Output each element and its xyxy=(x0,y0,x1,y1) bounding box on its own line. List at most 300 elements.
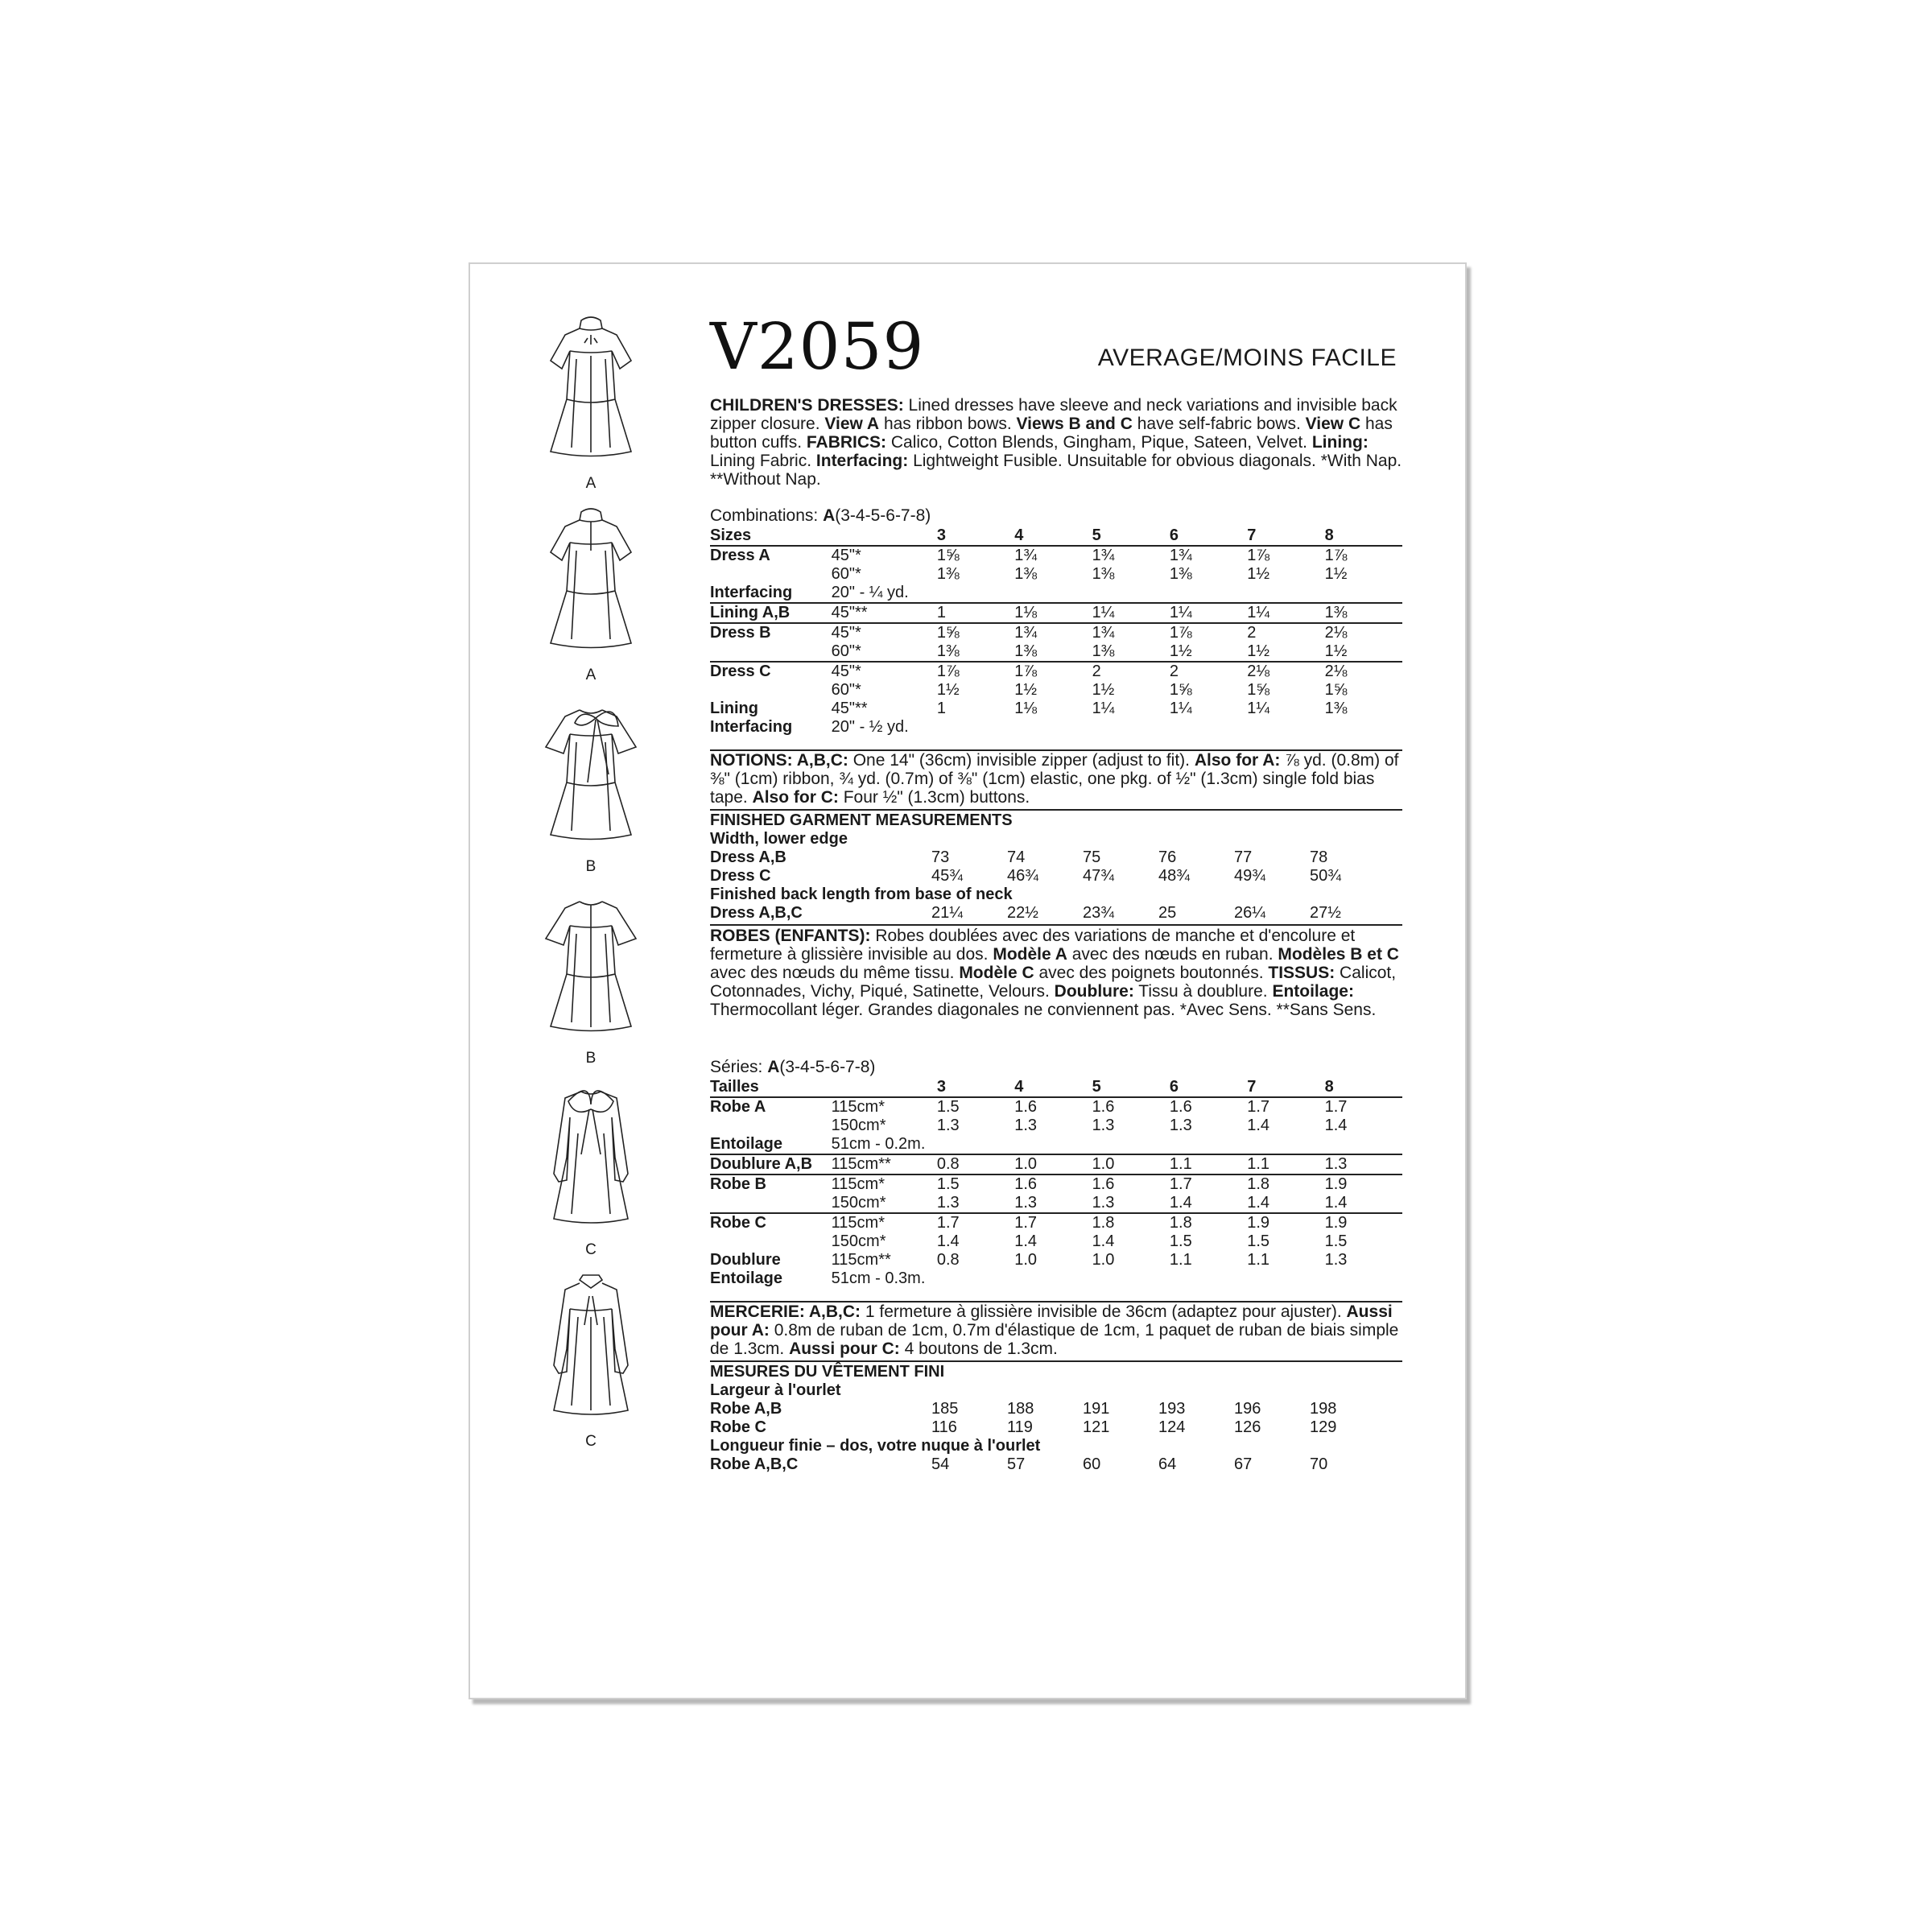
yardage-value: 1.4 xyxy=(1247,1117,1270,1134)
divider xyxy=(710,809,1402,811)
desc-bold: Entoilage: xyxy=(1272,982,1354,1001)
yardage-value: 1.5 xyxy=(1169,1232,1192,1250)
yardage-value: 1⅜ xyxy=(1325,603,1402,623)
yardage-value: 2⅛ xyxy=(1325,662,1402,681)
measurement-value: 78 xyxy=(1310,848,1328,866)
yardage-value: 1.6 xyxy=(1092,1174,1170,1194)
yardage-value: 1.3 xyxy=(1092,1194,1115,1212)
row-width: 150cm* xyxy=(831,1117,886,1134)
notions-text: ⅞ yd. (0.8m) of ⅜" (1cm) ribbon, ¾ yd. (0.7m) of ⅜" (1cm) elastic, one pkg. of ½" (1.3cm) single fold bias tape. xyxy=(710,751,1399,807)
yardage-value: 1⅝ xyxy=(1324,681,1348,699)
measurement-row xyxy=(710,904,1402,923)
yardage-value: 1.1 xyxy=(1169,1251,1192,1269)
size-header: 3 xyxy=(937,526,1014,546)
view-thumbnails xyxy=(470,264,712,1698)
caption-view: A xyxy=(767,1058,780,1076)
row-garment xyxy=(710,1117,832,1135)
yardage-row xyxy=(710,1117,1402,1135)
yardage-value: 1⅜ xyxy=(1014,642,1038,660)
yardage-value: 1¼ xyxy=(1092,700,1115,717)
desc-bold: Interfacing: xyxy=(815,452,909,470)
desc-text: avec des nœuds du même tissu. xyxy=(710,964,960,982)
yardage-value: 1.9 xyxy=(1325,1213,1402,1232)
measurement-value: 23¾ xyxy=(1083,904,1114,922)
french-description xyxy=(710,927,1402,1019)
yardage-value: 1.7 xyxy=(1247,1098,1270,1116)
dress-view-b-back-sketch xyxy=(518,886,663,1038)
yardage-value: 1⅜ xyxy=(1092,565,1115,583)
english-yardage-table xyxy=(710,526,1402,737)
row-width: 150cm* xyxy=(831,1194,886,1212)
english-description xyxy=(710,396,1402,489)
yardage-value: 1.7 xyxy=(937,1213,1014,1232)
yardage-value: 1.3 xyxy=(1014,1194,1038,1212)
measurement-label: Robe C xyxy=(710,1418,766,1436)
yardage-value: 0.8 xyxy=(936,1251,960,1269)
desc-text: have self-fabric bows. xyxy=(1132,415,1306,433)
yardage-value: 1⅛ xyxy=(1014,603,1092,623)
measurement-value: 121 xyxy=(1083,1418,1110,1436)
yardage-value: 1⅛ xyxy=(1014,700,1038,717)
measurement-value: 119 xyxy=(1007,1418,1033,1436)
size-header: 3 xyxy=(937,1078,1014,1097)
measurement-row xyxy=(710,867,1402,886)
size-header: 7 xyxy=(1247,1078,1324,1097)
measurement-value: 126 xyxy=(1234,1418,1261,1436)
yardage-value: 2⅛ xyxy=(1247,662,1324,681)
english-finished-measurements xyxy=(710,811,1402,923)
row-width: 45"** xyxy=(831,700,868,717)
row-garment: Lining xyxy=(710,700,758,717)
yardage-value: 1.4 xyxy=(1014,1232,1038,1250)
measurement-value: 25 xyxy=(1158,904,1177,922)
row-garment: Dress C xyxy=(710,662,832,681)
yardage-value: 1½ xyxy=(1324,642,1348,660)
notions-bold: Also for A: xyxy=(1194,751,1281,770)
yardage-value: 1½ xyxy=(1014,681,1038,699)
yardage-value: 1.1 xyxy=(1170,1154,1247,1174)
measurement-value: 50¾ xyxy=(1310,867,1341,885)
measurement-value: 191 xyxy=(1083,1400,1110,1418)
yardage-value: 1½ xyxy=(936,681,960,699)
measurement-label: Dress A,B xyxy=(710,848,786,866)
english-notions xyxy=(710,751,1402,807)
yardage-value: 1.9 xyxy=(1325,1174,1402,1194)
desc-bold: Modèle C xyxy=(959,964,1034,982)
size-header: 5 xyxy=(1092,1078,1170,1097)
dress-view-a-back-sketch xyxy=(518,502,663,655)
measurement-value: 70 xyxy=(1310,1455,1328,1473)
view-label: C xyxy=(585,1241,597,1258)
measurement-value: 198 xyxy=(1310,1400,1337,1418)
measurement-row xyxy=(710,1400,1402,1418)
yardage-row xyxy=(710,565,1402,584)
yardage-row xyxy=(710,1135,1402,1154)
view-label: A xyxy=(585,667,597,683)
desc-text: Lining Fabric. xyxy=(710,452,816,470)
measurement-value: 21¼ xyxy=(931,904,963,922)
desc-bold: Modèles B et C xyxy=(1278,945,1399,964)
measurement-value: 45¾ xyxy=(931,867,963,885)
desc-bold: Doublure: xyxy=(1054,982,1134,1001)
measurement-row xyxy=(710,848,1402,867)
pattern-number: V2059 xyxy=(710,309,925,384)
view-label: C xyxy=(585,1433,597,1450)
yardage-value: 1⅜ xyxy=(936,642,960,660)
row-width: 51cm - 0.2m. xyxy=(831,1135,926,1153)
yardage-value: 1.6 xyxy=(1092,1098,1115,1116)
divider xyxy=(710,749,1402,751)
desc-text: Robes doublées avec des variations de manche et d'encolure et fermeture à glissière invisible au dos. xyxy=(710,927,1356,964)
yardage-value: 1.1 xyxy=(1247,1154,1324,1174)
yardage-value: 1¾ xyxy=(1014,547,1038,564)
yardage-value: 1.8 xyxy=(1170,1213,1247,1232)
caption-label: Combinations: xyxy=(710,506,824,525)
measurements-title-text: FINISHED GARMENT MEASUREMENTS xyxy=(710,811,1013,829)
yardage-value: 1.1 xyxy=(1247,1251,1270,1269)
measurements-subtitle xyxy=(710,830,1402,848)
desc-text: has ribbon bows. xyxy=(879,415,1017,433)
yardage-value: 1.0 xyxy=(1092,1251,1115,1269)
size-header: 8 xyxy=(1325,1078,1402,1097)
size-header: 7 xyxy=(1247,526,1324,546)
row-garment xyxy=(710,1194,832,1213)
french-yardage-table xyxy=(710,1078,1402,1288)
measurements-subtitle-text: Largeur à l'ourlet xyxy=(710,1381,841,1399)
row-width: 45"** xyxy=(832,603,937,623)
notions-bold: Aussi pour C: xyxy=(789,1340,900,1358)
measurement-label: Dress A,B,C xyxy=(710,904,803,922)
measurement-value: 54 xyxy=(931,1455,950,1473)
yardage-value: 0.8 xyxy=(937,1154,1014,1174)
yardage-row xyxy=(710,1213,1402,1232)
measurement-value: 76 xyxy=(1158,848,1177,866)
yardage-value: 1.7 xyxy=(1324,1098,1348,1116)
yardage-value: 1⅜ xyxy=(1324,700,1348,717)
yardage-value: 1¾ xyxy=(1092,547,1115,564)
row-width: 20" - ½ yd. xyxy=(831,718,909,736)
yardage-value: 1⅞ xyxy=(1014,662,1092,681)
measurement-value: 188 xyxy=(1007,1400,1034,1418)
yardage-value: 1⅞ xyxy=(937,662,1014,681)
measurement-value: 26¼ xyxy=(1234,904,1265,922)
yardage-value: 1.7 xyxy=(1170,1174,1247,1194)
measurement-value: 129 xyxy=(1310,1418,1337,1436)
yardage-row xyxy=(710,1174,1402,1194)
size-header: 6 xyxy=(1170,526,1247,546)
size-header: 8 xyxy=(1325,526,1402,546)
yardage-row xyxy=(710,584,1402,603)
yardage-value: 1.3 xyxy=(1092,1117,1115,1134)
row-garment: Robe B xyxy=(710,1174,832,1194)
row-width: 115cm* xyxy=(832,1174,937,1194)
yardage-value: 1⅜ xyxy=(936,565,960,583)
yardage-row xyxy=(710,1232,1402,1251)
measurement-row xyxy=(710,1455,1402,1474)
row-garment: Dress B xyxy=(710,623,832,642)
yardage-row xyxy=(710,662,1402,681)
caption-view: A xyxy=(823,506,836,525)
measurements-subtitle xyxy=(710,1381,1402,1400)
row-width: 115cm* xyxy=(832,1213,937,1232)
size-header: 4 xyxy=(1014,526,1092,546)
row-width: 150cm* xyxy=(831,1232,886,1250)
measurement-value: 73 xyxy=(931,848,950,866)
notions-text: 1 fermeture à glissière invisible de 36cm (adaptez pour ajuster). xyxy=(861,1302,1347,1321)
measurement-value: 193 xyxy=(1158,1400,1186,1418)
measurement-value: 185 xyxy=(931,1400,959,1418)
yardage-value: 1.4 xyxy=(1324,1117,1348,1134)
yardage-value: 1.3 xyxy=(1014,1117,1038,1134)
yardage-row xyxy=(710,700,1402,718)
yardage-value: 1.3 xyxy=(1325,1154,1402,1174)
caption-sizes: (3-4-5-6-7-8) xyxy=(779,1058,876,1076)
row-width: 115cm** xyxy=(831,1251,891,1269)
measurement-value: 49¾ xyxy=(1234,867,1265,885)
yardage-value: 2 xyxy=(1247,623,1324,642)
yardage-value: 1½ xyxy=(1247,565,1270,583)
yardage-value: 1.4 xyxy=(1092,1232,1115,1250)
measurement-value: 116 xyxy=(931,1418,957,1436)
yardage-value: 1¼ xyxy=(1169,700,1192,717)
measurements-title-text: MESURES DU VÊTEMENT FINI xyxy=(710,1363,945,1381)
yardage-value: 1.4 xyxy=(1247,1194,1270,1212)
yardage-value: 1.4 xyxy=(1324,1194,1348,1212)
measurements-subtitle xyxy=(710,1437,1402,1455)
yardage-value: 1.6 xyxy=(1014,1098,1038,1116)
yardage-value: 1.3 xyxy=(936,1194,960,1212)
yardage-value: 1⅝ xyxy=(1247,681,1270,699)
measurements-subtitle-text: Finished back length from base of neck xyxy=(710,886,1013,903)
divider xyxy=(710,1360,1402,1362)
yardage-row xyxy=(710,1097,1402,1117)
yardage-value: 1⅝ xyxy=(937,623,1014,642)
row-garment: Robe A xyxy=(710,1098,766,1116)
measurement-value: 48¾ xyxy=(1158,867,1190,885)
yardage-value: 1½ xyxy=(1169,642,1192,660)
yardage-value: 1⅝ xyxy=(936,547,960,564)
row-width: 51cm - 0.3m. xyxy=(831,1269,926,1287)
yardage-row xyxy=(710,1194,1402,1213)
yardage-value: 1.5 xyxy=(1324,1232,1348,1250)
row-width: 60"* xyxy=(831,565,861,583)
yardage-value: 1⅝ xyxy=(1169,681,1192,699)
yardage-value: 1½ xyxy=(1092,681,1115,699)
dress-view-c-front-sketch xyxy=(518,1269,663,1422)
row-width: 45"* xyxy=(832,662,937,681)
measurements-subtitle-text: Width, lower edge xyxy=(710,830,848,848)
sizes-label: Tailles xyxy=(710,1078,937,1097)
yardage-row xyxy=(710,1251,1402,1269)
measurement-value: 22½ xyxy=(1007,904,1038,922)
row-garment: Robe C xyxy=(710,1213,832,1232)
measurement-value: 27½ xyxy=(1310,904,1341,922)
measurement-value: 74 xyxy=(1007,848,1026,866)
desc-title: ROBES (ENFANTS): xyxy=(710,927,871,945)
measurement-label: Robe A,B,C xyxy=(710,1455,799,1473)
yardage-value: 1.5 xyxy=(1247,1232,1270,1250)
desc-bold: FABRICS: xyxy=(806,433,887,452)
yardage-value: 1⅞ xyxy=(1170,623,1247,642)
view-label: A xyxy=(585,475,597,492)
yardage-value: 1 xyxy=(936,700,946,717)
row-width: 60"* xyxy=(831,681,861,699)
measurement-value: 77 xyxy=(1234,848,1253,866)
yardage-value: 1.6 xyxy=(1014,1174,1092,1194)
yardage-row xyxy=(710,718,1402,737)
caption-label: Séries: xyxy=(710,1058,768,1076)
yardage-value: 1¼ xyxy=(1247,700,1270,717)
row-garment xyxy=(710,1232,832,1251)
row-width: 115cm* xyxy=(831,1098,885,1116)
yardage-row xyxy=(710,1154,1402,1174)
notions-text: Four ½" (1.3cm) buttons. xyxy=(838,788,1030,807)
row-garment xyxy=(710,681,832,700)
desc-text: avec des nœuds en ruban. xyxy=(1067,945,1278,964)
desc-bold: Lining: xyxy=(1311,433,1368,452)
yardage-row xyxy=(710,623,1402,642)
desc-text: has button cuffs. xyxy=(710,415,1393,452)
size-header: 6 xyxy=(1170,1078,1247,1097)
yardage-value: 1⅜ xyxy=(1014,565,1038,583)
row-width: 20" - ¼ yd. xyxy=(831,584,909,601)
row-garment: Interfacing xyxy=(710,718,793,736)
row-width: 45"* xyxy=(831,547,861,564)
dress-view-a-front-sketch xyxy=(518,311,663,464)
row-garment: Entoilage xyxy=(710,1135,783,1153)
yardage-value: 1.0 xyxy=(1014,1251,1038,1269)
measurements-title xyxy=(710,1363,1402,1381)
yardage-row xyxy=(710,1269,1402,1288)
yardage-value: 1.3 xyxy=(1324,1251,1348,1269)
view-label: B xyxy=(585,858,597,875)
measurement-label: Robe A,B xyxy=(710,1400,782,1418)
yardage-value: 1½ xyxy=(1247,642,1270,660)
yardage-value: 1¼ xyxy=(1247,603,1324,623)
notions-bold: MERCERIE: A,B,C: xyxy=(710,1302,861,1321)
desc-text: Calico, Cotton Blends, Gingham, Pique, Sateen, Velvet. xyxy=(886,433,1312,452)
yardage-value: 1⅜ xyxy=(1092,642,1115,660)
row-garment xyxy=(710,565,832,584)
row-width: 45"* xyxy=(832,623,937,642)
notions-bold: NOTIONS: A,B,C: xyxy=(710,751,848,770)
yardage-value: 1.4 xyxy=(936,1232,960,1250)
desc-bold: View C xyxy=(1305,415,1361,433)
yardage-value: 1.6 xyxy=(1169,1098,1192,1116)
caption-sizes: (3-4-5-6-7-8) xyxy=(835,506,931,525)
divider xyxy=(710,924,1402,926)
dress-view-c-back-sketch xyxy=(518,1077,663,1230)
yardage-value: 1.5 xyxy=(936,1098,960,1116)
notions-text: 4 boutons de 1.3cm. xyxy=(899,1340,1058,1358)
yardage-value: 1½ xyxy=(1324,565,1348,583)
yardage-value: 1¾ xyxy=(1169,547,1192,564)
yardage-value: 1.4 xyxy=(1169,1194,1192,1212)
measurements-subtitle-text: Longueur finie – dos, votre nuque à l'ourlet xyxy=(710,1437,1041,1455)
yardage-row xyxy=(710,546,1402,565)
yardage-value: 1¾ xyxy=(1092,623,1170,642)
yardage-value: 1⅞ xyxy=(1324,547,1348,564)
desc-text: Lined dresses have sleeve and neck variations and invisible back zipper closure. xyxy=(710,396,1397,433)
yardage-row xyxy=(710,642,1402,662)
notions-text: 0.8m de ruban de 1cm, 0.7m d'élastique de 1cm, 1 paquet de ruban de biais simple de 1.3cm. xyxy=(710,1321,1399,1358)
yardage-value: 2⅛ xyxy=(1325,623,1402,642)
size-header: 5 xyxy=(1092,526,1170,546)
measurement-value: 46¾ xyxy=(1007,867,1038,885)
combinations-caption xyxy=(710,506,931,526)
sizes-label: Sizes xyxy=(710,526,937,546)
yardage-row xyxy=(710,681,1402,700)
yardage-value: 2 xyxy=(1092,662,1170,681)
notions-text: One 14" (36cm) invisible zipper (adjust to fit). xyxy=(848,751,1195,770)
row-garment xyxy=(710,642,832,662)
french-notions xyxy=(710,1302,1402,1358)
yardage-value: 1.9 xyxy=(1247,1213,1324,1232)
desc-title: CHILDREN'S DRESSES: xyxy=(710,396,904,415)
measurement-value: 67 xyxy=(1234,1455,1253,1473)
yardage-value: 1¾ xyxy=(1014,623,1092,642)
desc-text: Calicot, Cotonnades, Vichy, Piqué, Satinette, Velours. xyxy=(710,964,1397,1001)
yardage-row xyxy=(710,603,1402,623)
desc-bold: View A xyxy=(824,415,880,433)
row-garment: Interfacing xyxy=(710,584,793,601)
row-garment: Dress A xyxy=(710,547,770,564)
view-label: B xyxy=(585,1050,597,1067)
measurement-value: 57 xyxy=(1007,1455,1026,1473)
measurements-subtitle xyxy=(710,886,1402,904)
desc-text: Lightweight Fusible. Unsuitable for obvious diagonals. *With Nap. **Without Nap. xyxy=(710,452,1402,489)
row-garment: Doublure xyxy=(710,1251,781,1269)
notions-bold: Aussi pour A: xyxy=(710,1302,1393,1340)
yardage-value: 1.8 xyxy=(1092,1213,1170,1232)
measurement-value: 60 xyxy=(1083,1455,1101,1473)
yardage-value: 1.8 xyxy=(1247,1174,1324,1194)
yardage-value: 1⅜ xyxy=(1169,565,1192,583)
desc-text: Thermocollant léger. Grandes diagonales ne conviennent pas. *Avec Sens. **Sans Sens. xyxy=(710,1001,1377,1019)
measurement-value: 64 xyxy=(1158,1455,1177,1473)
desc-bold: Modèle A xyxy=(993,945,1067,964)
difficulty-level: AVERAGE/MOINS FACILE xyxy=(1097,345,1397,371)
desc-text: Tissu à doublure. xyxy=(1133,982,1273,1001)
yardage-value: 1.0 xyxy=(1014,1154,1092,1174)
yardage-value: 1⅞ xyxy=(1247,547,1270,564)
dress-view-b-front-sketch xyxy=(518,694,663,847)
sizes-header-row xyxy=(710,1078,1402,1097)
yardage-value: 1.5 xyxy=(937,1174,1014,1194)
yardage-value: 1¼ xyxy=(1170,603,1247,623)
series-caption xyxy=(710,1058,875,1077)
desc-bold: TISSUS: xyxy=(1268,964,1335,982)
size-header: 4 xyxy=(1014,1078,1092,1097)
measurements-title xyxy=(710,811,1402,830)
pattern-envelope-back xyxy=(469,262,1467,1699)
desc-text: avec des poignets boutonnés. xyxy=(1034,964,1269,982)
yardage-value: 1.0 xyxy=(1092,1154,1170,1174)
yardage-value: 1.3 xyxy=(936,1117,960,1134)
yardage-value: 1 xyxy=(937,603,1014,623)
measurement-label: Dress C xyxy=(710,867,771,885)
sizes-header-row xyxy=(710,526,1402,546)
measurement-value: 75 xyxy=(1083,848,1101,866)
french-finished-measurements xyxy=(710,1363,1402,1474)
row-width: 60"* xyxy=(831,642,861,660)
measurement-value: 47¾ xyxy=(1083,867,1114,885)
row-garment: Entoilage xyxy=(710,1269,783,1287)
yardage-value: 1¼ xyxy=(1092,603,1170,623)
measurement-value: 196 xyxy=(1234,1400,1261,1418)
row-garment: Doublure A,B xyxy=(710,1154,832,1174)
row-garment: Lining A,B xyxy=(710,603,832,623)
